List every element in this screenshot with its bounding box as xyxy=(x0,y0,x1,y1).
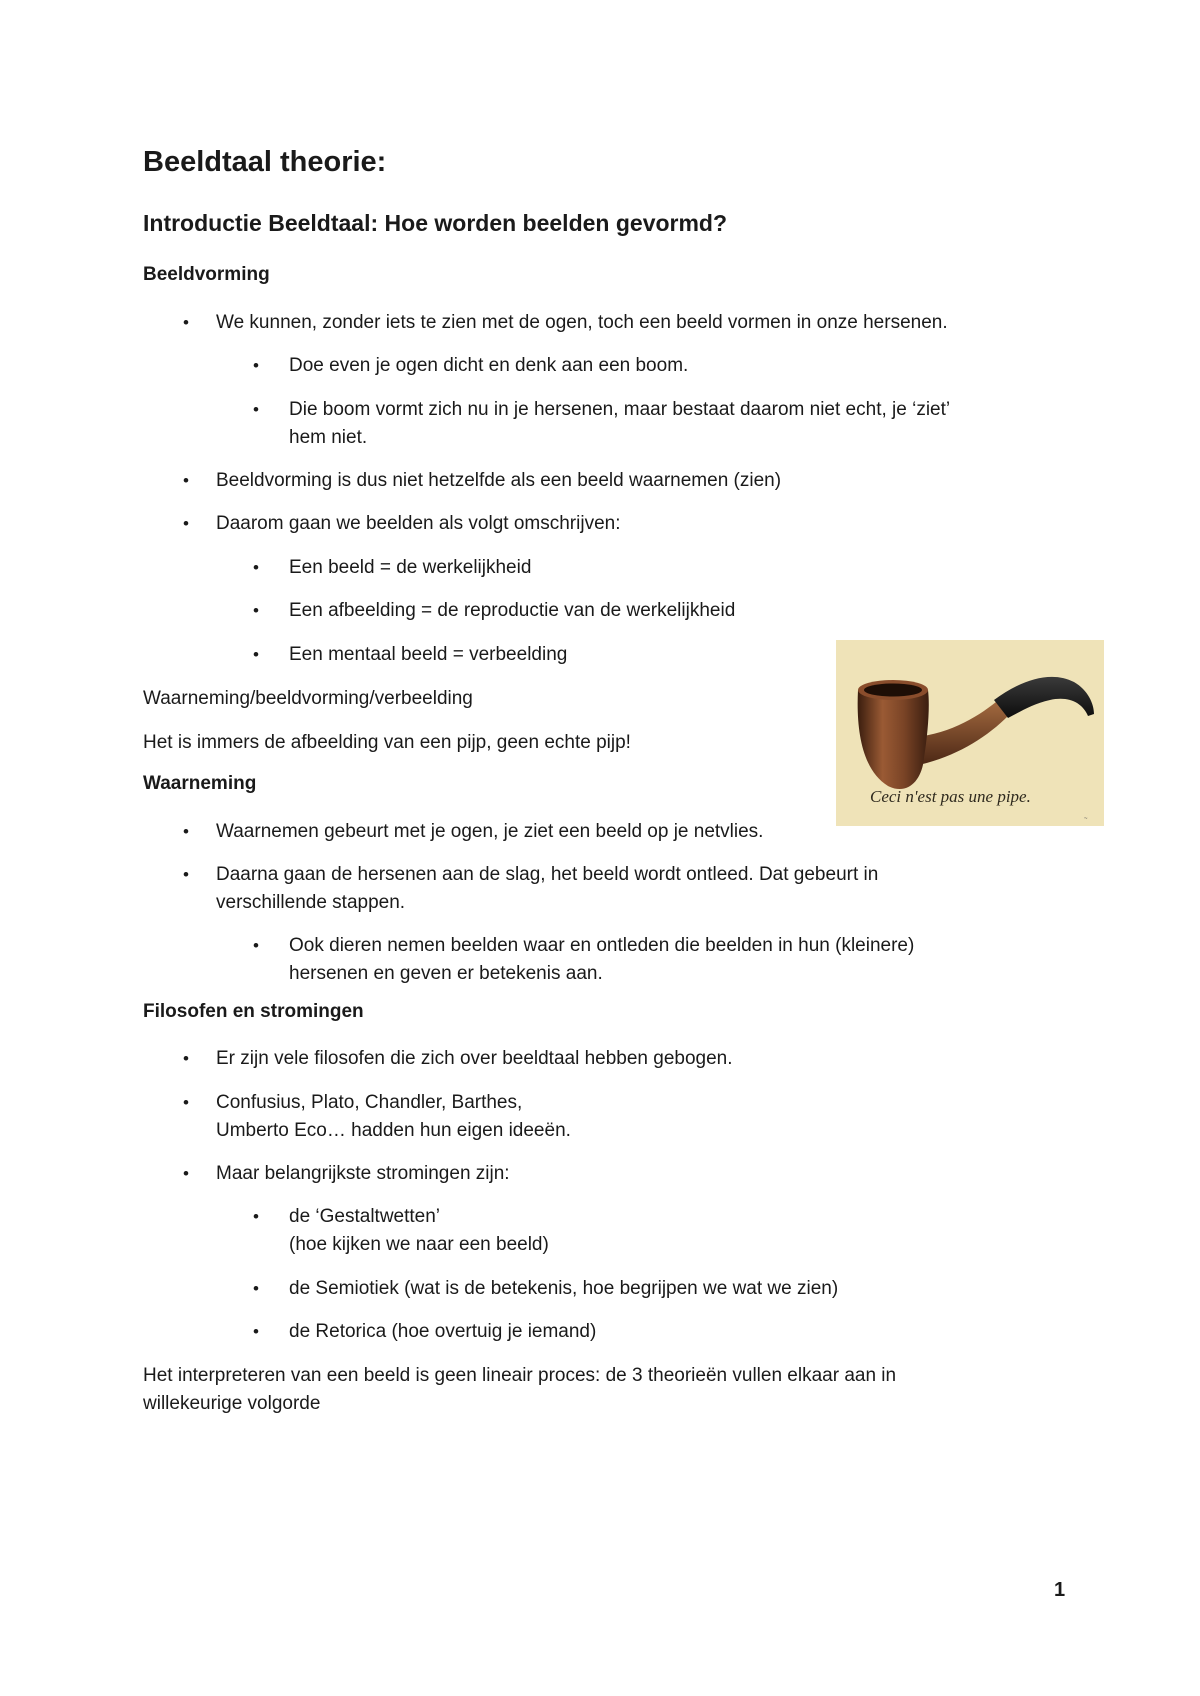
list-item: • Daarom gaan we beelden als volgt omschrijven: xyxy=(216,510,621,538)
list-item: • Waarnemen gebeurt met je ogen, je ziet een beeld op je netvlies. xyxy=(216,818,763,846)
paragraph: Waarneming/beeldvorming/verbeelding xyxy=(143,688,473,709)
list-item xyxy=(216,1089,571,1145)
list-item xyxy=(289,932,914,988)
page-number: 1 xyxy=(1054,1579,1066,1601)
section-heading-filosofen: Filosofen en stromingen xyxy=(143,1001,364,1022)
list-item-line: Umberto Eco… hadden hun eigen ideeën. xyxy=(216,1120,571,1141)
paragraph: Het is immers de afbeelding van een pijp, geen echte pijp! xyxy=(143,732,631,753)
list-item-line: verschillende stappen. xyxy=(216,892,406,913)
list-item-line: Die boom vormt zich nu in je hersenen, maar bestaat daarom niet echt, je ‘ziet’ xyxy=(289,399,951,420)
list-item xyxy=(289,1203,549,1259)
list-item-line: (hoe kijken we naar een beeld) xyxy=(289,1234,549,1255)
list-item: • Beeldvorming is dus niet hetzelfde als een beeld waarnemen (zien) xyxy=(216,467,781,495)
list-item xyxy=(216,861,878,917)
paragraph-line: willekeurige volgorde xyxy=(143,1393,321,1414)
painting-signature: ~ xyxy=(1084,816,1088,822)
document-subtitle: Introductie Beeldtaal: Hoe worden beelden gevormd? xyxy=(143,210,728,236)
list-item: • Een mentaal beeld = verbeelding xyxy=(289,641,567,669)
list-item-line: Confusius, Plato, Chandler, Barthes, xyxy=(216,1092,523,1113)
list-item: • Maar belangrijkste stromingen zijn: xyxy=(216,1160,510,1188)
list-item-line: de ‘Gestaltwetten’ xyxy=(289,1206,441,1227)
list-item-line: Daarna gaan de hersenen aan de slag, het beeld wordt ontleed. Dat gebeurt in xyxy=(216,864,879,885)
list-item: • Er zijn vele filosofen die zich over beeldtaal hebben gebogen. xyxy=(216,1045,733,1073)
list-item: • de Semiotiek (wat is de betekenis, hoe begrijpen we wat we zien) xyxy=(289,1275,838,1303)
paragraph-line: Het interpreteren van een beeld is geen lineair proces: de 3 theorieën vullen elkaar aan in xyxy=(143,1365,897,1386)
list-item-line: hersenen en geven er betekenis aan. xyxy=(289,963,603,984)
pipe-bowl-opening-shape xyxy=(864,684,922,697)
section-heading-beeldvorming: Beeldvorming xyxy=(143,264,270,285)
section-heading-waarneming: Waarneming xyxy=(143,773,257,794)
list-item-line: hem niet. xyxy=(289,427,368,448)
list-item: • de Retorica (hoe overtuig je iemand) xyxy=(289,1318,596,1346)
list-item: • We kunnen, zonder iets te zien met de ogen, toch een beeld vormen in onze hersenen. xyxy=(216,309,948,337)
list-item: • Doe even je ogen dicht en denk aan een boom. xyxy=(289,352,688,380)
paragraph xyxy=(143,1362,896,1418)
painting-caption: Ceci n'est pas une pipe. xyxy=(870,787,1031,806)
document-title: Beeldtaal theorie: xyxy=(143,146,387,178)
list-item: • Een afbeelding = de reproductie van de werkelijkheid xyxy=(289,597,735,625)
list-item: • Een beeld = de werkelijkheid xyxy=(289,554,531,582)
pipe-painting-image xyxy=(836,640,1104,826)
list-item-line: Ook dieren nemen beelden waar en ontleden die beelden in hun (kleinere) xyxy=(289,935,915,956)
list-item xyxy=(289,396,950,452)
